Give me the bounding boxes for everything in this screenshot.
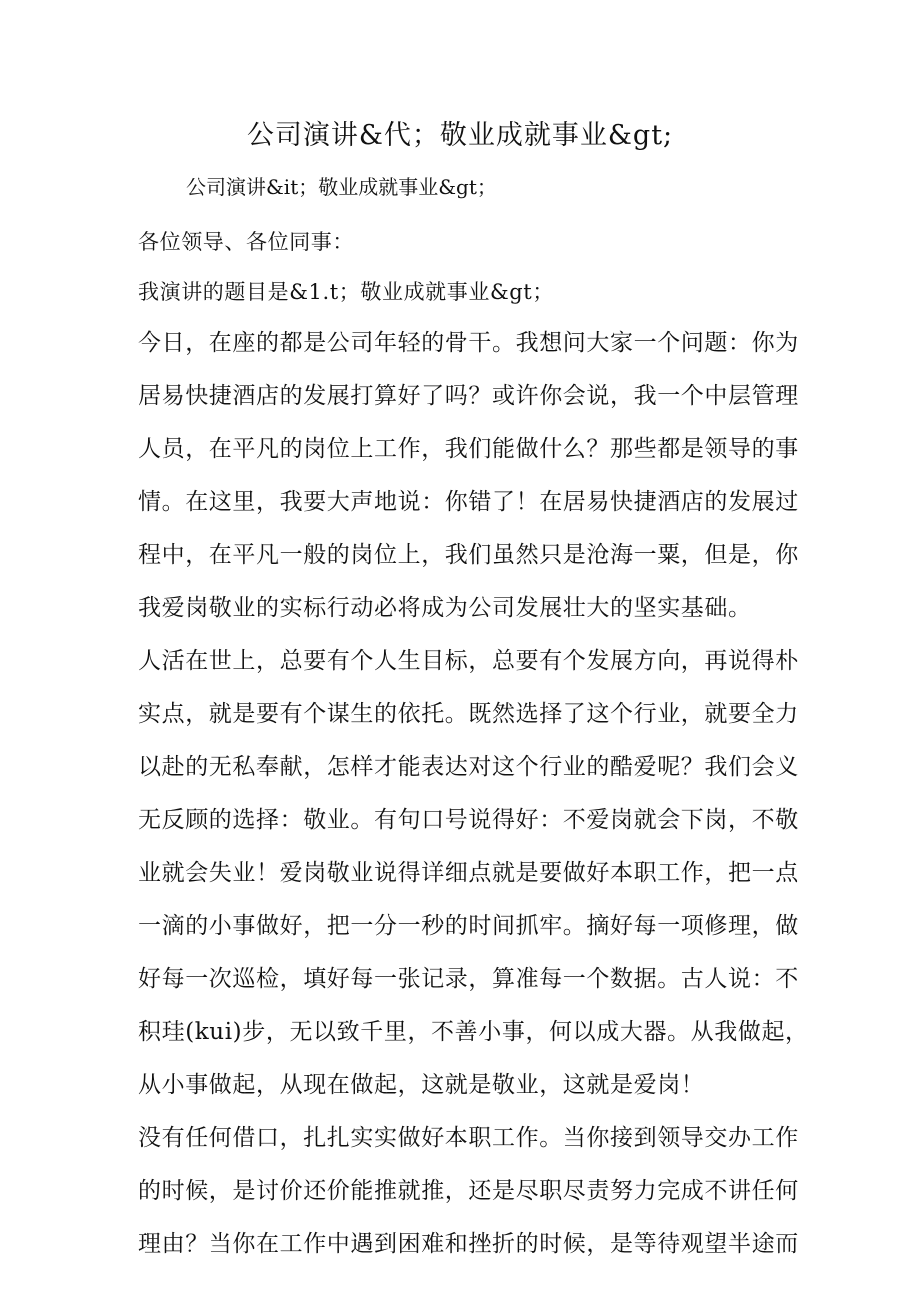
- body-line: 从小事做起，从现在做起，这就是敬业，这就是爱岗！: [138, 1072, 705, 1098]
- topic-line: 我演讲的题目是&1.t；敬业成就事业&gt；: [138, 280, 554, 304]
- body-line: 一滴的小事做好，把一分一秒的时间抓牢。摘好每一项修理，做: [138, 913, 799, 939]
- body-line: 今日，在座的都是公司年轻的骨干。我想问大家一个问题：你为: [138, 330, 799, 356]
- body-line: 我爱岗敬业的实标行动必将成为公司发展壮大的坚实基础。: [138, 595, 752, 621]
- document-title: 公司演讲&代；敬业成就事业&gt;: [246, 120, 674, 151]
- body-line: 没有任何借口，扎扎实实做好本职工作。当你接到领导交办工作: [138, 1125, 799, 1151]
- body-line: 以赴的无私奉献，怎样才能表达对这个行业的酷爱呢？我们会义: [138, 754, 799, 780]
- document-body: [138, 217, 809, 1271]
- body-line: 无反顾的选择：敬业。有句口号说得好：不爱岗就会下岗，不敬: [138, 807, 799, 833]
- body-line: 实点，就是要有个谋生的依托。既然选择了这个行业，就要全力: [138, 701, 799, 727]
- body-line: 程中，在平凡一般的岗位上，我们虽然只是沧海一粟，但是，你: [138, 542, 799, 568]
- body-line: 居易快捷酒店的发展打算好了吗？或许你会说，我一个中层管理: [138, 383, 799, 409]
- body-line: 人活在世上，总要有个人生目标，总要有个发展方向，再说得朴: [138, 648, 799, 674]
- document-subtitle: 公司演讲&it；敬业成就事业&gt；: [186, 175, 497, 199]
- salutation: 各位领导、各位同事：: [138, 230, 354, 254]
- body-line: 的时候，是讨价还价能推就推，还是尽职尽责努力完成不讲任何: [138, 1178, 799, 1204]
- body-line: 好每一次巡检，填好每一张记录，算准每一个数据。古人说：不: [138, 966, 799, 992]
- body-line: 情。在这里，我要大声地说：你错了！在居易快捷酒店的发展过: [138, 489, 799, 515]
- body-line: 业就会失业！爱岗敬业说得详细点就是要做好本职工作，把一点: [138, 860, 799, 886]
- body-line: 积珪(kui)步，无以致千里，不善小事，何以成大器。从我做起，: [138, 1019, 809, 1045]
- body-line: 理由？当你在工作中遇到困难和挫折的时候，是等待观望半途而: [138, 1231, 799, 1257]
- body-line: 人员，在平凡的岗位上工作，我们能做什么？那些都是领导的事: [138, 436, 799, 462]
